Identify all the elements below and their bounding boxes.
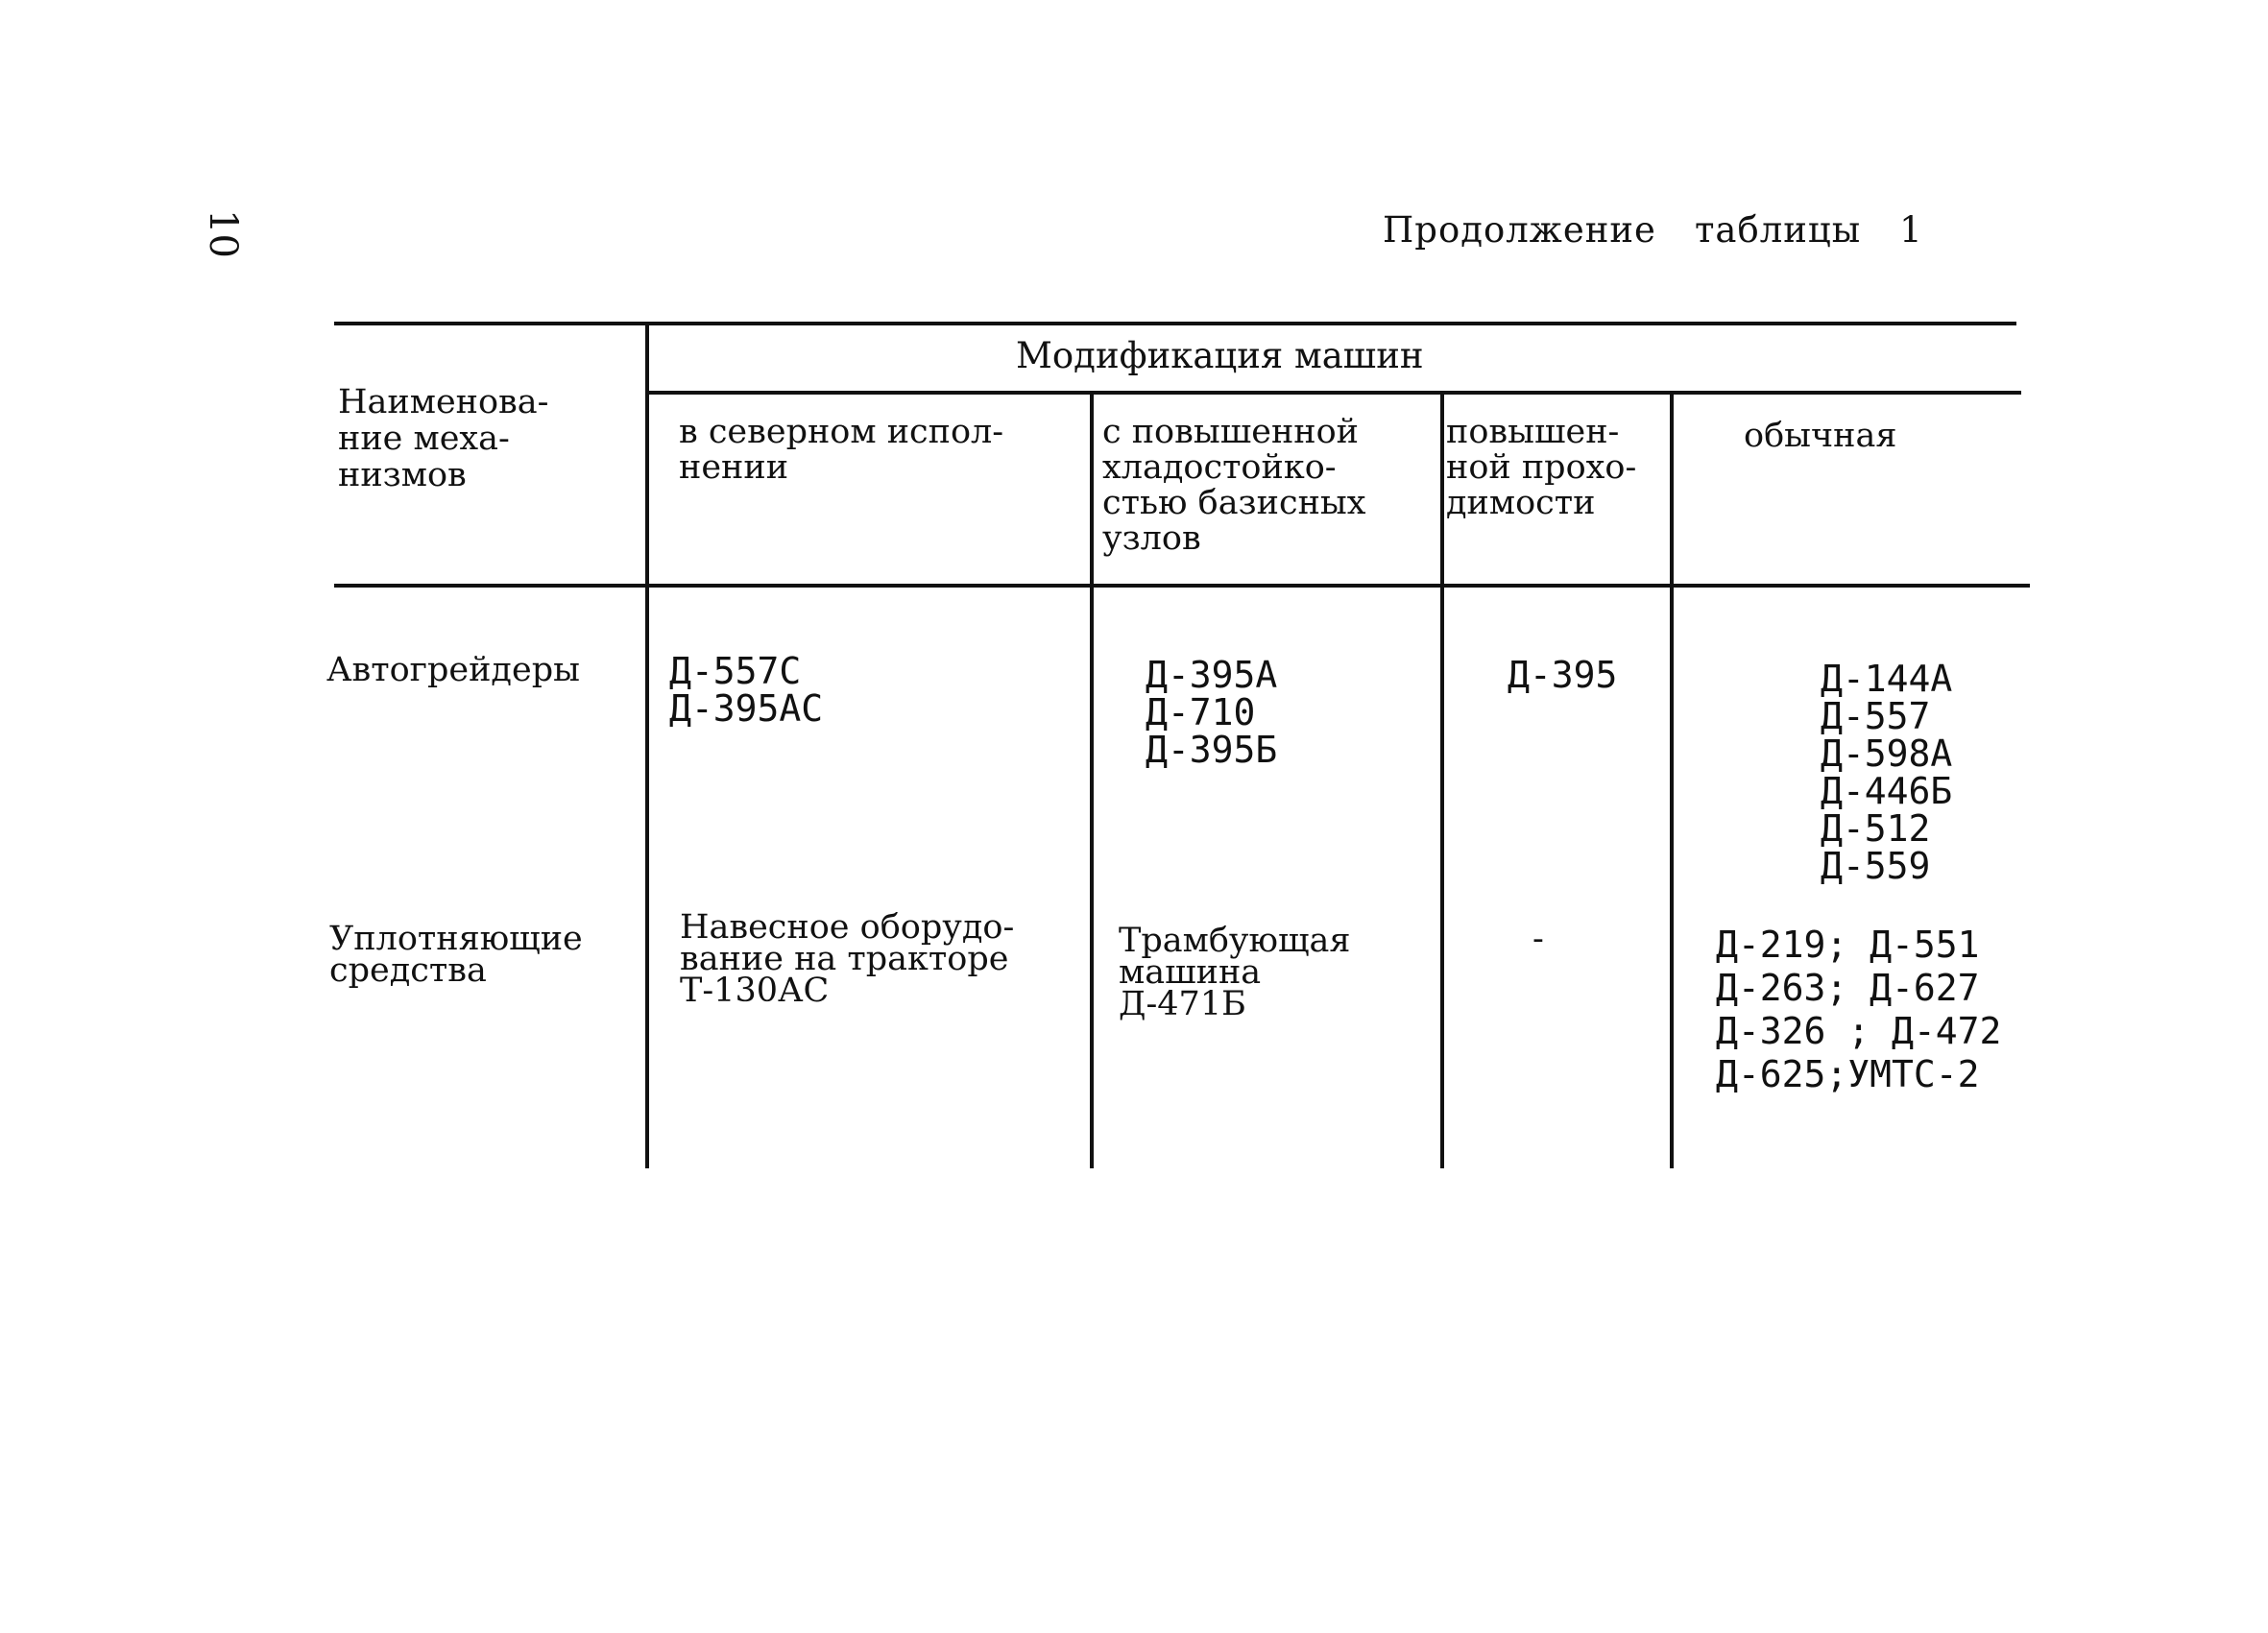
table-cell: Д-395А Д-710 Д-395Б xyxy=(1146,654,1278,771)
header-group-title: Модификация машин xyxy=(1016,335,1424,376)
row-name: Уплотняющие средства xyxy=(329,920,583,990)
header-bottom-rule xyxy=(334,584,2030,588)
table-cell: Навесное оборудо- вание на тракторе Т-130АС xyxy=(680,908,1015,1010)
page-number: 10 xyxy=(201,209,245,258)
table-top-rule xyxy=(334,322,2016,325)
subheader-ordinary: обычная xyxy=(1744,417,1897,455)
column-divider xyxy=(1670,393,1674,1168)
column-divider xyxy=(645,324,649,1168)
table-cell: - xyxy=(1532,920,1544,958)
subheader-northern: в северном испол- нении xyxy=(679,413,1004,487)
table-cell: Д-557С Д-395АС xyxy=(669,650,824,730)
column-divider xyxy=(1090,393,1094,1168)
group-header-rule xyxy=(646,391,2021,395)
caption-word: Продолжение xyxy=(1383,209,1656,251)
header-name-column: Наименова- ние меха- низмов xyxy=(338,383,549,494)
subheader-high-passability: повышен- ной прохо- димости xyxy=(1446,413,1637,522)
table-caption xyxy=(1383,209,1923,251)
row-name: Автогрейдеры xyxy=(326,651,580,689)
subheader-cold-resistant: с повышенной хладостойко- стью базисных узлов xyxy=(1102,413,1366,558)
table-cell: Трамбующая машина Д-471Б xyxy=(1119,922,1351,1023)
column-divider xyxy=(1440,393,1444,1168)
caption-word: таблицы xyxy=(1694,209,1862,251)
caption-word: 1 xyxy=(1899,209,1923,251)
table-cell: Д-219; Д-551 Д-263; Д-627 Д-326 ; Д-472 Д-625;УМТС-2 xyxy=(1716,924,2002,1095)
table-cell: Д-144А Д-557 Д-598А Д-446Б Д-512 Д-559 xyxy=(1821,658,1953,887)
table-cell: Д-395 xyxy=(1508,654,1618,696)
